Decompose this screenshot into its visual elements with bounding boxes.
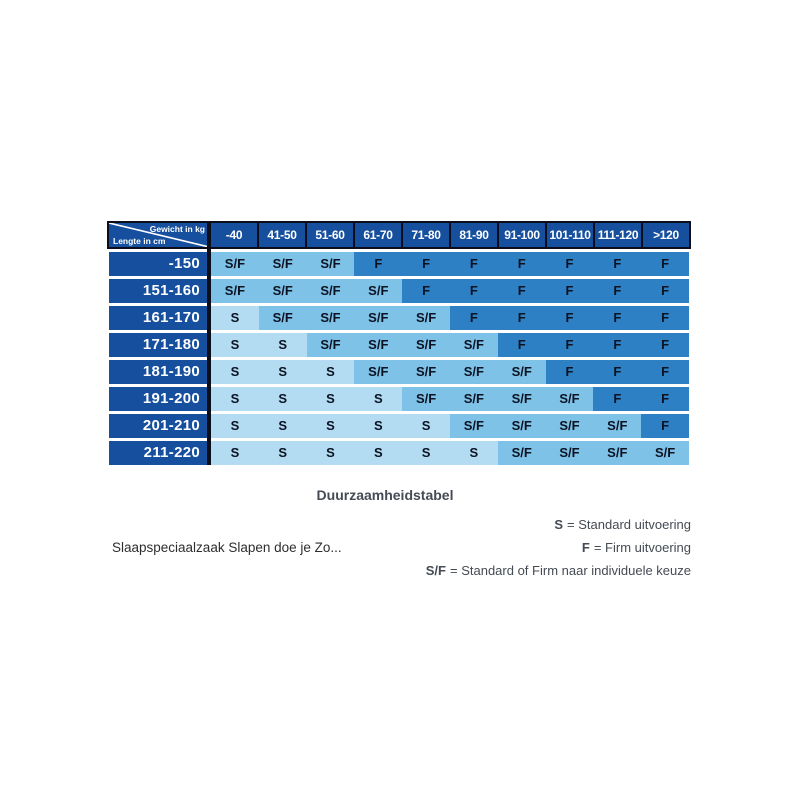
table-cell: S/F [211,279,259,303]
table-cell: S/F [354,306,402,330]
table-cell: F [450,279,498,303]
table-cell: F [593,306,641,330]
table-cell: S/F [498,360,546,384]
table-cell: S/F [211,252,259,276]
table-cell: S/F [450,414,498,438]
table-cell: S/F [450,360,498,384]
legend-symbol: S/F [425,563,446,578]
table-cell: S/F [402,306,450,330]
row-header: 211-220 [109,441,211,465]
corner-label-weight: Gewicht in kg [149,224,205,234]
table-cell: F [450,252,498,276]
table-cell: S/F [307,306,355,330]
table-cell: S [211,441,259,465]
table-cell: S [211,306,259,330]
column-header: 81-90 [451,223,497,247]
table-cell: S [259,414,307,438]
table-cell: F [498,333,546,357]
table-cell: S/F [402,387,450,411]
table-row [107,441,691,465]
table-cell: S [354,441,402,465]
table-cell: F [402,252,450,276]
table-cell: F [546,360,594,384]
table-cell: S [402,414,450,438]
table-row [107,333,691,357]
table-cell: S [211,360,259,384]
table-cell: F [641,360,689,384]
table-cell: S/F [450,333,498,357]
legend [426,513,691,582]
table-cell: S/F [259,279,307,303]
table-cell: S/F [593,414,641,438]
column-header: 111-120 [595,223,641,247]
legend-symbol: S [554,517,564,532]
table-cell: S [211,414,259,438]
table-cell: F [593,252,641,276]
legend-description: = Firm uitvoering [593,540,691,555]
legend-item-firm [426,536,691,559]
row-header: -150 [109,252,211,276]
table-cell: S [402,441,450,465]
table-row [107,414,691,438]
table-cell: S/F [546,441,594,465]
table-cell: S/F [354,279,402,303]
table-cell: F [641,306,689,330]
table-cell: S/F [402,360,450,384]
table-cell: F [593,333,641,357]
table-cell: S/F [546,387,594,411]
table-cell: F [546,306,594,330]
table-cell: F [402,279,450,303]
table-cell: F [546,279,594,303]
table-row [107,252,691,276]
table-title: Duurzaamheidstabel [316,487,454,503]
table-cell: S/F [402,333,450,357]
table-cell: S [211,387,259,411]
table-cell: F [641,414,689,438]
table-cell: S/F [259,306,307,330]
table-cell: S/F [307,279,355,303]
table-cell: F [450,306,498,330]
legend-description: = Standard uitvoering [567,517,691,532]
table-cell: S/F [498,441,546,465]
table-cell: F [641,252,689,276]
table-row [107,306,691,330]
table-row [107,387,691,411]
table-cell: F [546,333,594,357]
row-header: 201-210 [109,414,211,438]
column-header: 101-110 [547,223,593,247]
table-cell: S [307,387,355,411]
row-header: 151-160 [109,279,211,303]
table-cell: S [259,333,307,357]
table-cell: S [259,360,307,384]
table-cell: F [641,387,689,411]
table-cell: S/F [641,441,689,465]
table-cell: S [211,333,259,357]
column-header: >120 [643,223,689,247]
table-cell: S/F [593,441,641,465]
corner-cell [109,223,209,247]
table-cell: S [307,441,355,465]
corner-label-length: Lengte in cm [113,236,166,246]
table-header-row [107,221,691,249]
legend-item-standard [426,513,691,536]
legend-item-standard-or-firm [426,559,691,582]
table-cell: S [354,414,402,438]
table-cell: F [593,279,641,303]
legend-description: = Standard of Firm naar individuele keuze [450,563,691,578]
table-cell: S/F [307,333,355,357]
table-cell: S/F [354,360,402,384]
table-cell: F [498,252,546,276]
column-header: 91-100 [499,223,545,247]
row-header: 191-200 [109,387,211,411]
column-header: -40 [211,223,257,247]
row-header: 181-190 [109,360,211,384]
table-cell: S [307,360,355,384]
table-cell: F [641,333,689,357]
table-body [107,252,691,465]
table-cell: S [354,387,402,411]
table-row [107,360,691,384]
table-cell: S/F [450,387,498,411]
legend-symbol: F [581,540,590,555]
label-column-divider [207,221,211,465]
durability-table [107,221,691,465]
table-cell: F [354,252,402,276]
table-cell: S/F [498,387,546,411]
table-cell: S/F [546,414,594,438]
table-cell: S/F [307,252,355,276]
table-cell: S/F [259,252,307,276]
row-header: 161-170 [109,306,211,330]
table-cell: F [546,252,594,276]
table-cell: F [498,279,546,303]
table-cell: S [450,441,498,465]
table-cell: S [259,441,307,465]
table-cell: F [498,306,546,330]
table-cell: S [259,387,307,411]
column-header: 51-60 [307,223,353,247]
column-header: 61-70 [355,223,401,247]
column-header: 41-50 [259,223,305,247]
watermark-text: Slaapspeciaalzaak Slapen doe je Zo... [112,540,342,555]
table-cell: F [593,360,641,384]
table-cell: S/F [354,333,402,357]
table-cell: S/F [498,414,546,438]
column-header: 71-80 [403,223,449,247]
table-cell: F [593,387,641,411]
row-header: 171-180 [109,333,211,357]
table-row [107,279,691,303]
table-cell: F [641,279,689,303]
table-cell: S [307,414,355,438]
